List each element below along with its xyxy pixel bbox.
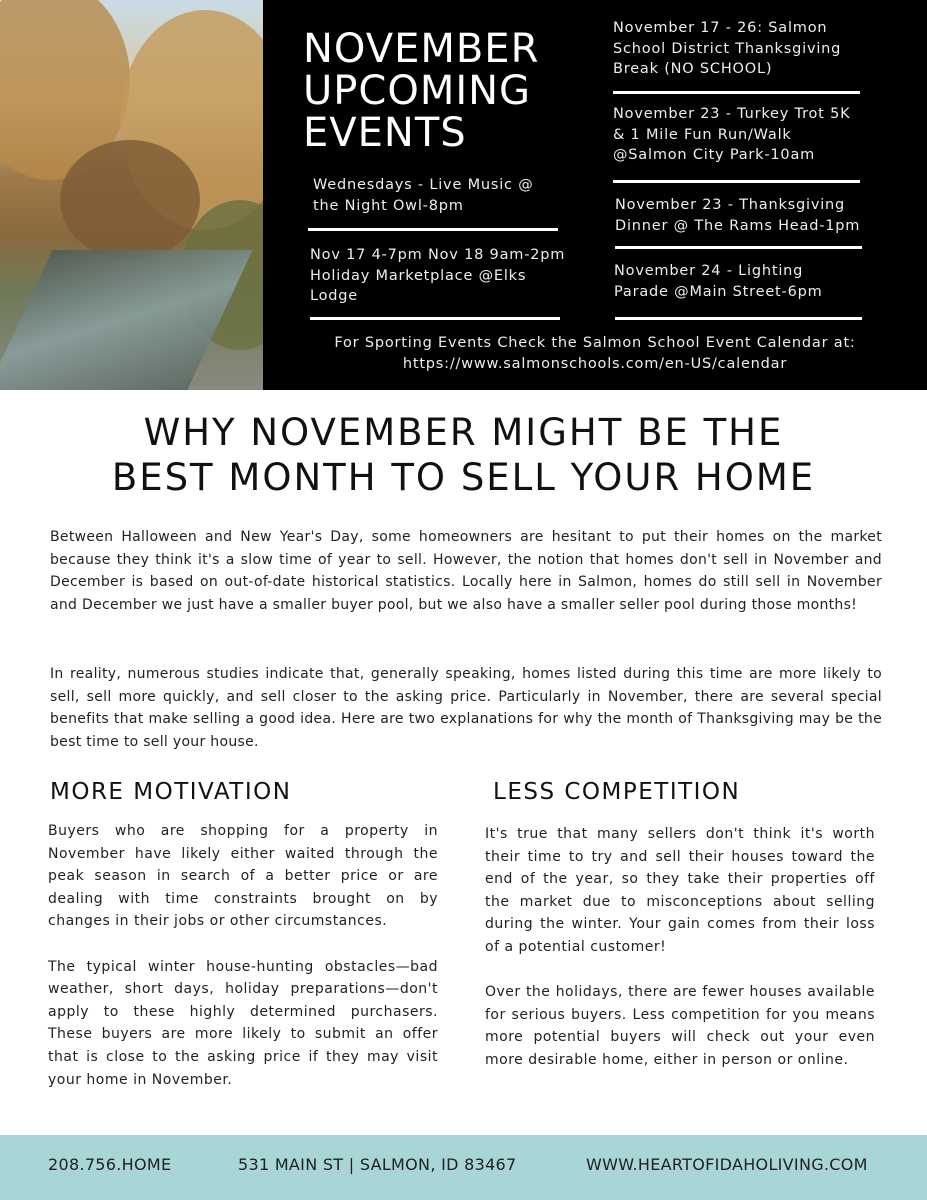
event-line: School District Thanksgiving (613, 40, 842, 57)
event-thanksgiving-dinner (615, 195, 860, 236)
calendar-link[interactable]: https://www.salmonschools.com/en-US/calendar (402, 356, 788, 372)
event-line: the Night Owl-8pm (313, 197, 464, 214)
event-live-music (313, 175, 534, 216)
section-heading: LESS COMPETITION (493, 779, 741, 805)
section-paragraph: It's true that many sellers don't think it's worth their time to try and sell their houses toward the end of the year, so they take their properties off the market due to misconceptions about selling during the winter. Your gain comes from their loss of a potential customer! (485, 826, 875, 955)
event-line: November 23 - Thanksgiving (615, 197, 846, 213)
events-title (303, 28, 539, 154)
section-more-motivation (48, 820, 438, 1114)
upcoming-events-panel (263, 0, 927, 390)
creek-photo (0, 0, 263, 390)
phone-number[interactable]: 208.756.HOME (48, 1155, 172, 1174)
event-line: Nov 17 4-7pm Nov 18 9am-2pm (310, 247, 566, 263)
event-line: November 23 - Turkey Trot 5K (613, 106, 851, 122)
section-heading: MORE MOTIVATION (50, 779, 292, 805)
divider (310, 317, 560, 320)
event-line: November 24 - Lighting (614, 263, 804, 279)
article-title (0, 410, 927, 500)
section-paragraph: The typical winter house-hunting obstacles—bad weather, short days, holiday preparations—don't apply to these highly determined purchasers. These buyers are more likely to submit an offer that is close to the asking price if they may visit your home in November. (48, 958, 438, 1088)
intro-paragraph: In reality, numerous studies indicate that, generally speaking, homes listed during this time are more likely to sell, sell more quickly, and sell closer to the asking price. Particularly in November, there are several special benefits that make selling a good idea. Here are two explanations for why the month of Thanksgiving may be the best time to sell your house. (50, 666, 882, 750)
address: 531 MAIN ST | SALMON, ID 83467 (238, 1155, 517, 1174)
event-line: Dinner @ The Rams Head-1pm (615, 217, 861, 234)
event-lighting-parade (614, 261, 823, 302)
section-paragraph: Buyers who are shopping for a property in November have likely either waited through the peak season in search of a better price or are dealing with time constraints brought on by changes in their jobs or other circumstances. (48, 823, 438, 930)
sporting-events-note (263, 333, 927, 375)
divider (613, 91, 860, 94)
event-line: @Salmon City Park-10am (613, 147, 816, 163)
event-line: November 17 - 26: Salmon (613, 20, 828, 36)
title-line: WHY NOVEMBER MIGHT BE THE (143, 411, 784, 454)
event-thanksgiving-break (613, 18, 841, 80)
event-line: Holiday Marketplace @Elks (310, 267, 527, 284)
section-paragraph: Over the holidays, there are fewer houses available for serious buyers. Less competition for you means more potential buyers will check out your even more desirable home, either in person or online. (485, 984, 875, 1068)
event-line: Wednesdays - Live Music @ (313, 177, 534, 193)
event-line: Lodge (310, 288, 359, 304)
divider (615, 246, 862, 249)
title-line: UPCOMING (303, 68, 532, 114)
event-turkey-trot (613, 104, 850, 166)
event-holiday-marketplace (310, 245, 565, 307)
event-line: & 1 Mile Fun Run/Walk (613, 126, 792, 143)
contact-footer (0, 1135, 927, 1200)
event-line: Parade @Main Street-6pm (614, 283, 823, 300)
title-line: NOVEMBER (303, 26, 540, 72)
title-line: EVENTS (303, 110, 467, 156)
event-line: Break (NO SCHOOL) (613, 61, 773, 77)
section-less-competition (485, 823, 875, 1094)
note-line: For Sporting Events Check the Salmon School Event Calendar at: (334, 335, 856, 351)
website-link[interactable]: WWW.HEARTOFIDAHOLIVING.COM (586, 1155, 868, 1174)
divider (615, 317, 862, 320)
intro-paragraph: Between Halloween and New Year's Day, some homeowners are hesitant to put their homes on the market because they think it's a slow time of year to sell. However, the notion that homes don't sell in November and December is based on out-of-date historical statistics. Locally here in Salmon, homes do still sell in November and December we just have a smaller buyer pool, but we also have a smaller seller pool during those months! (50, 529, 882, 613)
divider (613, 180, 860, 183)
title-line: BEST MONTH TO SELL YOUR HOME (111, 456, 816, 499)
divider (308, 228, 558, 231)
